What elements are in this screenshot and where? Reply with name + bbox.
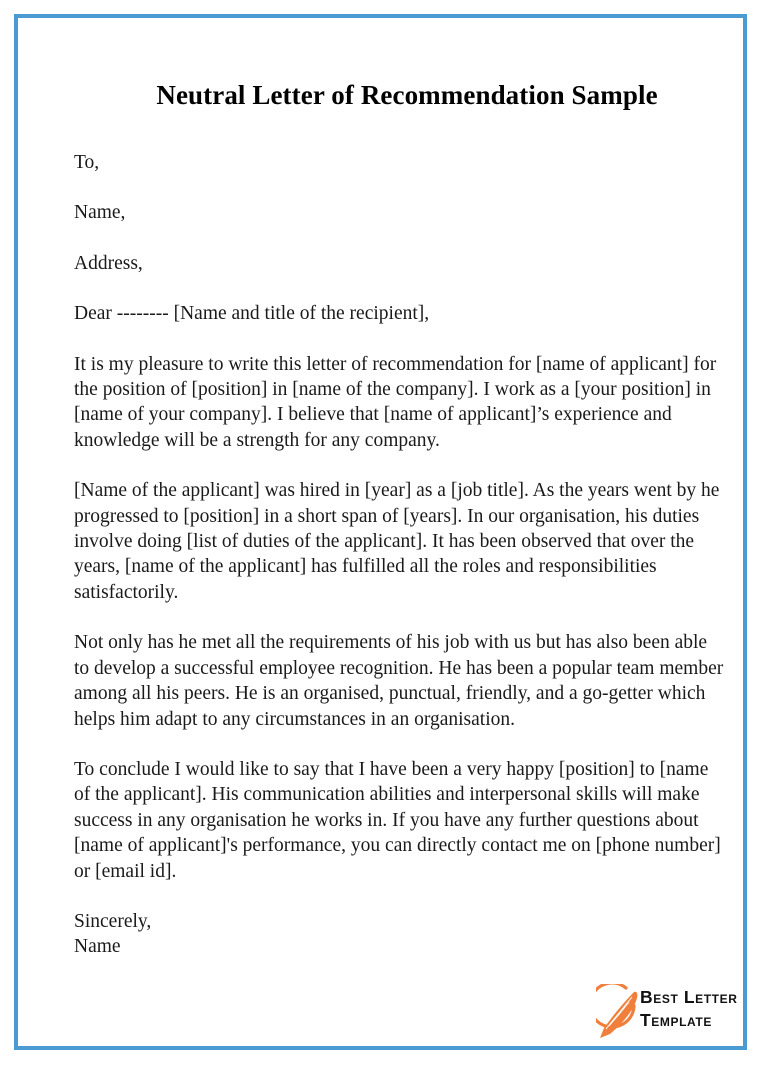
salutation-block — [74, 150, 726, 327]
closing-signer: Name — [74, 936, 121, 958]
quill-pen-icon — [596, 984, 640, 1042]
body-paragraph-2: [Name of the applicant] was hired in [year] as a [job title]. As the years went by he progressed to [position] in a short span of [years]. In our organisation, his duties involve doing [list of duties of the applicant]. It has been observed that over the years, [name of the applicant] has fulfilled all the roles and responsibilities satisfactorily. — [74, 480, 720, 603]
page-border-frame — [14, 14, 747, 1050]
spacer — [74, 327, 726, 352]
logo-line-1: Best Letter — [640, 987, 738, 1007]
logo-wordmark — [640, 986, 736, 1032]
salutation-to: To, — [74, 152, 100, 173]
brand-logo — [596, 980, 736, 1048]
salutation-name: Name, — [74, 202, 126, 224]
logo-line-2: Template — [640, 1010, 712, 1030]
letter-content — [74, 78, 726, 960]
page-title: Neutral Letter of Recommendation Sample — [156, 80, 658, 110]
body-paragraph-4: To conclude I would like to say that I have been a very happy [position] to [name of the applicant]. His communication abilities and interpersonal skills will make success in any organisation he works in. If you have any further questions about [name of applicant]'s performance, you can directly contact me on [phone number] or [email id]. — [74, 758, 721, 882]
closing-sign-off: Sincerely, — [74, 910, 152, 932]
salutation-dear: Dear -------- [Name and title of the recipient], — [74, 303, 430, 325]
salutation-address: Address, — [74, 252, 143, 274]
body-paragraph-1: It is my pleasure to write this letter of recommendation for [name of applicant] for the position of [position] in [name of the company]. I work as a [your position] in [name of your company]. I believe that [name of applicant]’s experience and knowledge will be a strength for any company. — [74, 353, 717, 451]
body-paragraph-3: Not only has he met all the requirements of his job with us but has also been able to develop a successful employee recognition. He has been a popular team member among all his peers. He is an organised, punctual, friendly, and a go-getter which helps him adapt to any circumstances in an organisation. — [74, 632, 724, 730]
closing-block — [74, 909, 726, 960]
